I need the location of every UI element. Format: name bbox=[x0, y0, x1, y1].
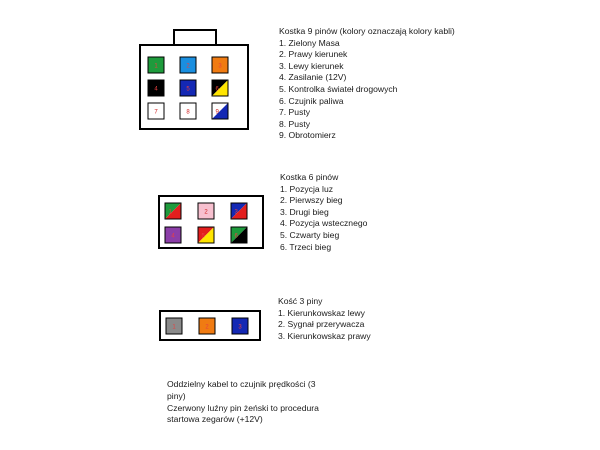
connector-9-pin-number: 1 bbox=[154, 63, 158, 70]
connector-3-pin-3 bbox=[232, 318, 248, 334]
connector-9-legend bbox=[279, 26, 455, 142]
connector-9-pin-label: 5. Kontrolka świateł drogowych bbox=[279, 83, 398, 94]
connector-9-pin-4 bbox=[148, 80, 164, 96]
connector-9-pin-number: 3 bbox=[218, 63, 222, 70]
connector-9-pin-label: 7. Pusty bbox=[279, 107, 311, 118]
connector-6-pin-number: 6 bbox=[234, 233, 238, 240]
connector-9-pin-label: 6. Czujnik paliwa bbox=[279, 95, 344, 106]
note-line: Oddzielny kabel to czujnik prędkości (3 bbox=[167, 379, 316, 389]
connector-6-pin-3 bbox=[231, 203, 247, 219]
connector-9-pin-number: 8 bbox=[186, 109, 190, 116]
connector-3-pin-number: 2 bbox=[205, 324, 209, 331]
connector-6-title: Kostka 6 pinów bbox=[280, 172, 339, 182]
connector-3-pins bbox=[166, 318, 248, 334]
extra-notes bbox=[167, 379, 342, 426]
connector-6-legend bbox=[280, 172, 367, 253]
connector-3-legend bbox=[278, 296, 371, 342]
connector-6-pin-label: 6. Trzeci bieg bbox=[280, 241, 332, 252]
connector-9-pin-6 bbox=[212, 80, 228, 96]
connector-6-pin-number: 5 bbox=[201, 233, 205, 240]
connector-9-pin-1 bbox=[148, 57, 164, 73]
connector-6-pin-label: 1. Pozycja luz bbox=[280, 183, 334, 194]
connector-6-pin-1 bbox=[165, 203, 181, 219]
connector-9-pin-label: 2. Prawy kierunek bbox=[279, 49, 348, 60]
connector-6-pin-6 bbox=[231, 227, 247, 243]
note-line: Czerwony luźny pin żeński to procedura bbox=[167, 402, 319, 413]
connector-9-pin-3 bbox=[212, 57, 228, 73]
connector-9-pin-2 bbox=[180, 57, 196, 73]
connector-9-pin-label: 1. Zielony Masa bbox=[279, 37, 340, 48]
connector-9-pin-number: 5 bbox=[186, 86, 190, 93]
connector-3-pin-label: 3. Kierunkowskaz prawy bbox=[278, 330, 371, 341]
connector-9-pin-number: 9 bbox=[215, 109, 219, 116]
connector-6-pin-label: 5. Czwarty bieg bbox=[280, 229, 340, 240]
connector-3-pin-1 bbox=[166, 318, 182, 334]
connector-3-pin-number: 1 bbox=[172, 324, 176, 331]
connector-9-pin-5 bbox=[180, 80, 196, 96]
connector-6-pin-label: 2. Pierwszy bieg bbox=[280, 195, 343, 206]
connector-6-pin-5 bbox=[198, 227, 214, 243]
connector-9-pin-number: 7 bbox=[154, 109, 158, 116]
connector-9-latch bbox=[174, 30, 216, 45]
connector-9-pin-8 bbox=[180, 103, 196, 119]
connector-9-pin-label: 9. Obrotomierz bbox=[279, 130, 336, 141]
connector-9-pin-number: 6 bbox=[215, 86, 219, 93]
note-line: startowa zegarów (+12V) bbox=[167, 414, 263, 425]
connector-9-pin-9 bbox=[212, 103, 228, 119]
connector-3-pin-label: 2. Sygnał przerywacza bbox=[278, 319, 365, 330]
connector-9-title: Kostka 9 pinów (kolory oznaczają kolory kabli) bbox=[279, 26, 455, 36]
connector-9-pin-label: 4. Zasilanie (12V) bbox=[279, 72, 347, 83]
connector-9-pin-label: 3. Lewy kierunek bbox=[279, 60, 344, 71]
connector-9-pin-label: 8. Pusty bbox=[279, 118, 311, 129]
connector-9-pin-number: 2 bbox=[186, 63, 190, 70]
connector-6-pin-4 bbox=[165, 227, 181, 243]
connector-3-title: Kość 3 piny bbox=[278, 296, 323, 306]
connector-6-pin-number: 4 bbox=[171, 233, 175, 240]
connector-6-pin-number: 1 bbox=[168, 209, 172, 216]
connector-9-pin-number: 4 bbox=[154, 86, 158, 93]
connector-6-pin-label: 3. Drugi bieg bbox=[280, 206, 329, 217]
connector-3-pin-2 bbox=[199, 318, 215, 334]
connector-6-pin-number: 3 bbox=[234, 209, 238, 216]
connector-6-pin-2 bbox=[198, 203, 214, 219]
note-line: piny) bbox=[167, 390, 186, 401]
connector-3-pin-number: 3 bbox=[238, 324, 242, 331]
connector-9-pin-7 bbox=[148, 103, 164, 119]
connector-6-pin-label: 4. Pozycja wstecznego bbox=[280, 218, 368, 229]
connector-9-pins bbox=[148, 57, 228, 119]
connector-6-pin-number: 2 bbox=[204, 209, 208, 216]
connector-3-pin-label: 1. Kierunkowskaz lewy bbox=[278, 307, 365, 318]
